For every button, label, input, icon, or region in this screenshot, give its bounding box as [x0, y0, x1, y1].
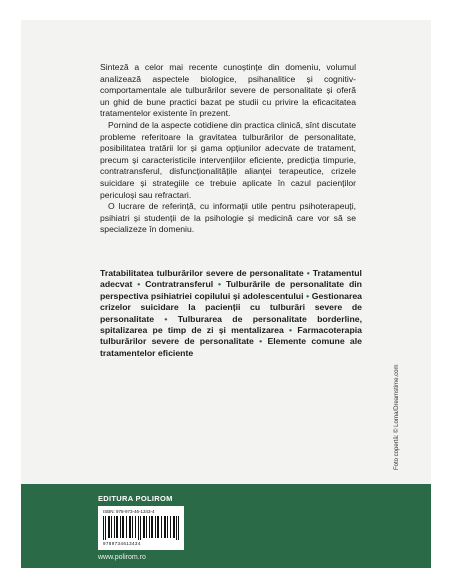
- description-paragraph-3: O lucrare de referință, cu informații utile pentru psihoterapeuți, psihiatri și studenții de la psihologie și medicină care vor să se specializeze în domeniu.: [100, 201, 356, 235]
- contents-item-2: Tratamentul adecvat: [100, 268, 362, 290]
- bullet-icon: •: [289, 325, 293, 336]
- description-text: [100, 62, 356, 236]
- contents-item-6: Tulburarea de personalitate borderline, spitalizarea pe timp de zi și mentalizarea: [100, 313, 362, 336]
- isbn-text: ISBN: 978-973-46-1343-4: [103, 509, 155, 514]
- bullet-icon: •: [259, 336, 263, 347]
- bullet-icon: •: [306, 290, 310, 301]
- contents-item-1: Tratabilitatea tulburărilor severe de personalitate: [100, 268, 304, 278]
- contents-list: [100, 268, 362, 359]
- photo-credit: Foto copertă: © Lorna/Dreamstime.com: [394, 364, 400, 470]
- publisher-website: www.polirom.ro: [98, 554, 146, 561]
- footer-band: [21, 484, 431, 568]
- contents-item-4: Tulburările de personalitate din perspectiva psihiatriei copilului și adolescentului: [100, 279, 362, 301]
- contents-item-8: Elemente comune ale tratamentelor eficiente: [100, 336, 362, 358]
- bullet-icon: •: [164, 313, 168, 324]
- publisher-name: EDITURA POLIROM: [98, 494, 173, 503]
- contents-item-3: Contratransferul: [145, 279, 214, 290]
- barcode-number: 9789734613434: [103, 541, 141, 546]
- bullet-icon: •: [137, 279, 141, 290]
- contents-item-5: Gestionarea crizelor suicidare la pacienții cu tulburări severe de personalitate: [100, 290, 362, 324]
- bullet-icon: •: [218, 279, 222, 290]
- barcode-icon: [103, 516, 179, 540]
- bullet-icon: •: [306, 268, 310, 278]
- contents-item-7: Farmacoterapia tulburărilor severe de personalitate: [100, 325, 363, 347]
- description-paragraph-2: Pornind de la aspecte cotidiene din practica clinică, sînt discutate probleme referitoare la gravitatea tulburărilor de personalitate, posibilitatea tratării lor și gama opțiunilor adecvate de tratament, precum și caracteristicile intervențiilor eficiente, predicția timpurie, contratransferul, disfuncționalitățile alianței terapeutice, crizele suicidare și strategiile ce trebuie aplicate în cazul pacienților periculoși sau refractari.: [100, 119, 356, 200]
- description-paragraph-1: Sinteză a celor mai recente cunoștințe din domeniu, volumul analizează aspectele biologice, psihanalitice și cognitiv-comportamentale ale tulburărilor severe de personalitate și oferă un ghid de bune practici bazat pe studii cu privire la eficacitatea tratamentelor existente în prezent.: [100, 62, 356, 119]
